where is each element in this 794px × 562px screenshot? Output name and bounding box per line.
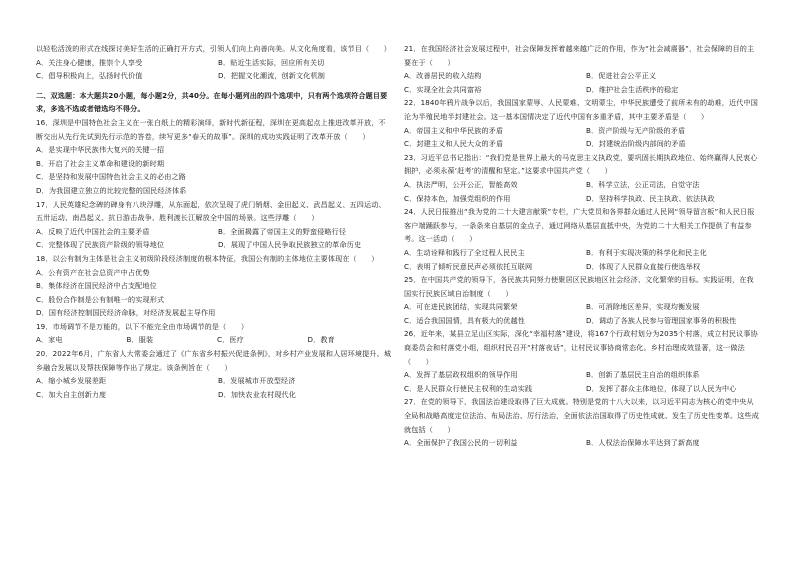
option: B．科学立法，公正司法，自觉守法	[586, 179, 700, 189]
option: A．可在进民族团结，实现共同繁荣	[404, 302, 518, 312]
question-20-options	[36, 374, 392, 401]
option: C．医疗	[217, 335, 244, 345]
option: C．股份合作制是公有制唯一的实现形式	[36, 294, 165, 304]
question-17-options	[36, 225, 392, 252]
option: B．资产阶级与无产阶级的矛盾	[586, 125, 686, 135]
option: D．把握文化潮流，创新文化机制	[218, 71, 326, 81]
option: B．创新了基层民主自治的组织体系	[586, 370, 700, 380]
section-2-heading: 二、双选题：本大题共20小题，每小题2分，共40分。在每小题列出的四个选项中，只有两个选项符合题目要求，多选不选或者错选均不得分。	[36, 90, 388, 114]
option: C．适合我国国情，具有极大的优越性	[404, 315, 526, 325]
question-15-options	[36, 56, 392, 83]
option: B．全面揭露了帝国主义的野蛮侵略行径	[218, 226, 347, 236]
question-27-options	[404, 436, 760, 450]
question-19-options	[36, 333, 392, 347]
option: A．生动诠释和践行了全过程人民民主	[404, 247, 525, 257]
question-16-stem: 16．深圳是中国特色社会主义在一张白纸上的精彩演绎，新时代新征程，深圳在更高起点上推进改革开放，不断交出从先行先试到先行示范的答卷，续写更多“春天的故事”。深圳的成功实践证明了改革开放（ ）	[36, 117, 386, 141]
option: D．封建统治阶级内部间的矛盾	[586, 139, 686, 149]
question-18-stem: 18．以公有制为主体是社会主义初级阶段经济制度的根本特征，我国公有制的主体地位主要体现在（ ）	[36, 253, 379, 263]
right-column	[404, 42, 760, 450]
question-24-stem: 24．人民日报推出“我为党的二十大建言献策”专栏，广大党员和各界群众通过人民网“领导留言板”和人民日报客户端踊跃参与，一条条来自基层的金点子，通过网络从基层直抵中央，为党的二十大相关工作提供了有益参考。这一活动（ ）	[404, 207, 755, 244]
option: C．封建主义和人民大众的矛盾	[404, 139, 504, 149]
option: D．调动了各族人民参与管理国家事务的积极性	[586, 315, 737, 325]
option: D．维护社会生活秩序的稳定	[586, 84, 679, 94]
question-24-options	[404, 246, 760, 273]
question-22-stem: 22．1840年鸦片战争以后，我国国家蒙辱、人民蒙难、文明蒙尘，中华民族遭受了前所未有的劫难，近代中国沦为半殖民地半封建社会。这一基本国情决定了近代中国有多重矛盾，其中主要矛盾是（ ）	[404, 98, 758, 121]
option: B．可消除地区差异，实现均衡发展	[586, 302, 700, 312]
option: C．是人民群众行使民主权利的生动实践	[404, 383, 533, 393]
option: C．表明了倾听民意民声必须依托互联网	[404, 261, 533, 271]
option: B．人权法治保障水平达到了新高度	[586, 438, 700, 448]
option: A．反映了近代中国社会的主要矛盾	[36, 226, 150, 236]
option: D．体现了人民群众直接行使选举权	[586, 261, 701, 271]
question-25-stem: 25．在中国共产党的领导下，各民族共同努力使聚居区民族地区社会经济、文化繁荣的目标。实践证明，在我国实行民族区域自治制度（ ）	[404, 275, 754, 298]
question-19-stem: 19．市场调节不是万能的，以下不能完全由市场调节的是（ ）	[36, 321, 249, 331]
question-25-options	[404, 300, 760, 327]
option: C．保持本色，加强党组织的作用	[404, 193, 511, 203]
question-15-stem: 以轻松活泼的形式在线探讨美好生活的正确打开方式，引领人们向上向善向美。从文化角度看，该节目（ ）	[36, 44, 391, 53]
option: A．帝国主义和中华民族的矛盾	[404, 125, 504, 135]
option: B．促进社会公平正义	[586, 71, 657, 81]
option: D．展现了中国人民争取民族独立的革命历史	[218, 240, 362, 250]
option: C．实现全社会共同富裕	[404, 84, 482, 94]
option: A．缩小城乡发展差距	[36, 376, 107, 386]
option: B．有利于实现决策的科学化和民主化	[586, 247, 707, 257]
option: A．全面保护了我国公民的一切利益	[404, 438, 518, 448]
option: C．加大自主创新力度	[36, 389, 107, 399]
option: A．改善居民的收入结构	[404, 71, 482, 81]
option: A．家电	[36, 335, 63, 345]
question-23-stem: 23．习近平总书记指出：“我们党是世界上最大的马克思主义执政党，要巩固长期执政地位、始终赢得人民衷心拥护，必须永葆‘赶考’的清醒和坚定。”这要求中国共产党（ ）	[404, 152, 758, 176]
option: A．是实现中华民族伟大复兴的关键一招	[36, 145, 165, 155]
option: D．发挥了群众主体地位，体现了以人民为中心	[586, 383, 737, 393]
option: C．完整体现了民族资产阶级的领导地位	[36, 240, 165, 250]
option: A．公有资产在社会总资产中占优势	[36, 267, 150, 277]
option: A．关注身心健康，推崇个人享受	[36, 57, 143, 67]
option: A．执法严明，公开公正，智能高效	[404, 179, 518, 189]
question-23-options	[404, 178, 760, 205]
question-22-options	[404, 124, 760, 151]
option: B．集体经济在国民经济中占支配地位	[36, 281, 157, 291]
option: C．倡导积极向上，弘扬时代价值	[36, 71, 143, 81]
question-21-stem: 21．在我国经济社会发展过程中，社会保障发挥着越来越广泛的作用，作为“社会减震器”，社会保障的目的主要在于（ ）	[404, 44, 755, 67]
option: D．教育	[307, 335, 335, 345]
option: C．是坚持和发展中国特色社会主义的必由之路	[36, 172, 186, 182]
option: D．坚持科学执政、民主执政、依法执政	[586, 193, 715, 203]
option: B．服装	[126, 335, 154, 345]
question-17-stem: 17．人民英雄纪念碑的碑身有八块浮雕，从东面起，依次呈现了虎门销烟、金田起义、武昌起义、五四运动、五卅运动、南昌起义、抗日游击战争、胜利渡长江解放全中国的场景。这些浮雕（ ）	[36, 199, 386, 223]
option: D．为我国建立独立的比较完整的国民经济体系	[36, 185, 187, 195]
question-26-stem: 26．近年来，某县立足山区实际，深化“幸福村落”建设，将167个行政村划分为2035个村落，成立村民议事协商委员会和村落党小组，组织村民召开“村落夜话”，让村民议事协商常态化。乡村治理成效显著，这一做法（ ）	[404, 329, 758, 366]
option: D．加快农业农村现代化	[218, 389, 297, 399]
question-26-options	[404, 368, 760, 395]
question-20-stem: 20．2022年6月，广东省人大常委会通过了《广东省乡村振兴促进条例》，对乡村产业发展和人居环境提升、城乡融合发展以及帮扶保障等作出了规定。该条例旨在（ ）	[36, 349, 392, 372]
option: A．发挥了基层政权组织的领导作用	[404, 370, 518, 380]
option: B．发展城市开放型经济	[218, 376, 296, 386]
option: B．贴近生活实际，回应所有关切	[218, 57, 325, 67]
question-27-stem: 27．在党的领导下，我国法治建设取得了巨大成就。特别是党的十八大以来，以习近平同志为核心的党中央从全局和战略高度定位法治、布局法治、厉行法治，全面依法治国取得了历史性成就、发生了历史性变革。这些成就包括（ ）	[404, 397, 759, 434]
question-21-options	[404, 69, 760, 96]
option: D．国有经济控制国民经济命脉，对经济发展起主导作用	[36, 308, 216, 318]
left-column	[36, 42, 392, 401]
option: B．开启了社会主义革命和建设的新时期	[36, 158, 165, 168]
